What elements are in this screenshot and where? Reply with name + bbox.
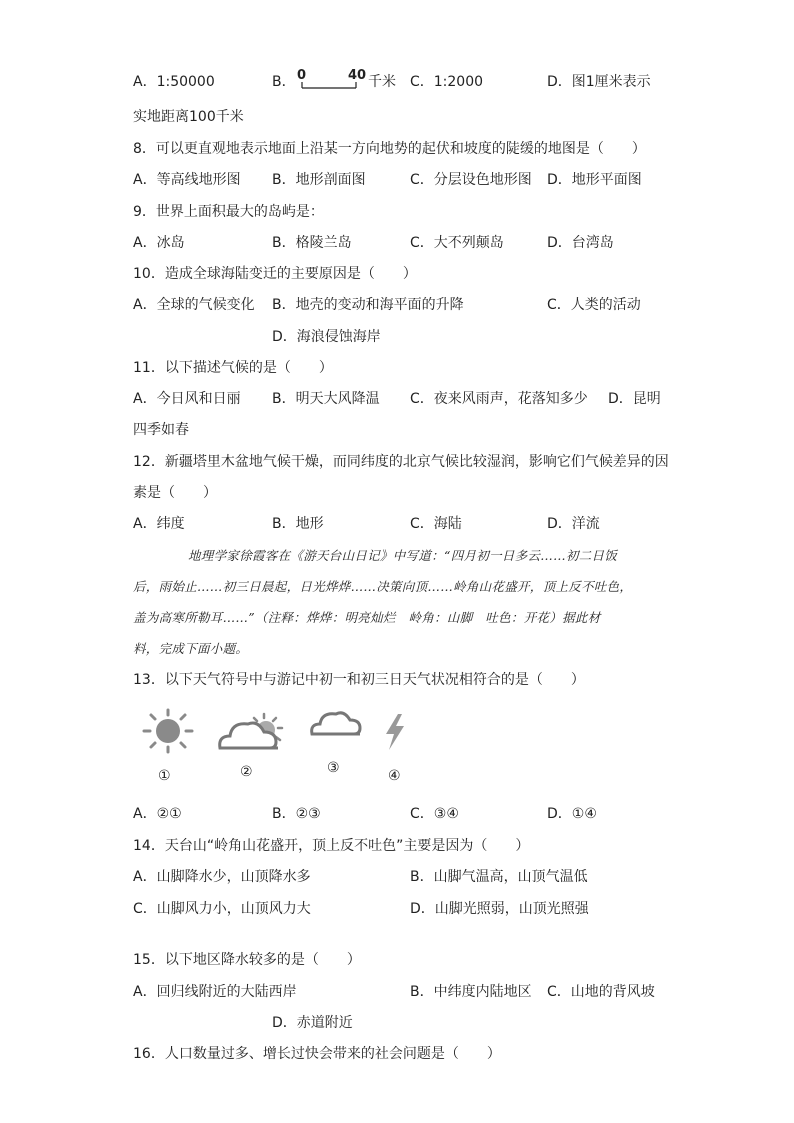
q13-option-b: B．②③ bbox=[272, 806, 321, 822]
symbol-label-3: ③ bbox=[327, 760, 340, 776]
symbol-label-2: ② bbox=[240, 764, 253, 780]
cloud-icon bbox=[308, 706, 364, 740]
cloud-sun-icon bbox=[214, 710, 296, 754]
q12-option-a: A．纬度 bbox=[133, 516, 185, 532]
q15-option-d: D．赤道附近 bbox=[272, 1015, 353, 1031]
q10-stem: 10．造成全球海陆变迁的主要原因是（ ） bbox=[133, 266, 417, 282]
q13-option-a: A．②① bbox=[133, 806, 182, 822]
q10-option-b: B．地壳的变动和海平面的升降 bbox=[272, 297, 464, 313]
q9-option-b: B．格陵兰岛 bbox=[272, 235, 352, 251]
lightning-icon bbox=[380, 712, 410, 752]
q8-option-b: B．地形剖面图 bbox=[272, 172, 366, 188]
q9-option-c: C．大不列颠岛 bbox=[410, 235, 504, 251]
q8-option-a: A．等高线地形图 bbox=[133, 172, 241, 188]
scale-bar-unit: 千米 bbox=[368, 74, 396, 90]
symbol-label-4: ④ bbox=[388, 768, 401, 784]
q13-option-c: C．③④ bbox=[410, 806, 459, 822]
q14-option-b: B．山脚气温高，山顶气温低 bbox=[410, 869, 588, 885]
q11-option-b: B．明天大风降温 bbox=[272, 391, 380, 407]
q14-option-a: A．山脚降水少，山顶降水多 bbox=[133, 869, 311, 885]
q12-stem-line1: 12．新疆塔里木盆地气候干燥，而同纬度的北京气候比较湿润，影响它们气候差异的因 bbox=[133, 454, 669, 470]
sun-icon bbox=[140, 708, 196, 754]
q11-option-d: D．昆明 bbox=[608, 391, 661, 407]
q10-option-c: C．人类的活动 bbox=[547, 297, 641, 313]
passage-line2: 后，雨始止……初三日晨起，日光烨烨……决策向顶……岭角山花盛开，顶上反不吐色， bbox=[133, 579, 633, 594]
q16-stem: 16．人口数量过多、增长过快会带来的社会问题是（ ） bbox=[133, 1046, 501, 1062]
q9-option-d: D．台湾岛 bbox=[547, 235, 614, 251]
q7-option-d: D．图1厘米表示 bbox=[547, 74, 651, 90]
q15-stem: 15．以下地区降水较多的是（ ） bbox=[133, 952, 361, 968]
q11-option-a: A．今日风和日丽 bbox=[133, 391, 241, 407]
q12-option-d: D．洋流 bbox=[547, 516, 600, 532]
q12-option-b: B．地形 bbox=[272, 516, 324, 532]
q15-option-c: C．山地的背风坡 bbox=[547, 984, 655, 1000]
q10-option-a: A．全球的气候变化 bbox=[133, 297, 255, 313]
q7-option-c: C．1:2000 bbox=[410, 74, 484, 90]
passage-line4: 料，完成下面小题。 bbox=[133, 641, 249, 656]
q7-option-a: A．1:50000 bbox=[133, 74, 215, 90]
passage-line1: 地理学家徐霞客在《游天台山日记》中写道：“四月初一日多云……初二日饭 bbox=[188, 548, 618, 563]
q9-stem: 9．世界上面积最大的岛屿是： bbox=[133, 204, 324, 220]
q14-stem: 14．天台山“岭角山花盛开，顶上反不吐色”主要是因为（ ） bbox=[133, 838, 530, 854]
q7-option-b-label: B． bbox=[272, 74, 296, 90]
q8-stem: 8．可以更直观地表示地面上沿某一方向地势的起伏和坡度的陡缓的地图是（ ） bbox=[133, 141, 646, 157]
q15-option-b: B．中纬度内陆地区 bbox=[410, 984, 532, 1000]
q12-stem-line2: 素是（ ） bbox=[133, 485, 217, 501]
q11-stem: 11．以下描述气候的是（ ） bbox=[133, 360, 333, 376]
q8-option-d: D．地形平面图 bbox=[547, 172, 642, 188]
q10-option-d: D．海浪侵蚀海岸 bbox=[272, 329, 381, 345]
q8-option-c: C．分层设色地形图 bbox=[410, 172, 532, 188]
q15-option-a: A．回归线附近的大陆西岸 bbox=[133, 984, 297, 1000]
q7-option-d-cont: 实地距离100千米 bbox=[133, 109, 244, 125]
q12-option-c: C．海陆 bbox=[410, 516, 462, 532]
q9-option-a: A．冰岛 bbox=[133, 235, 185, 251]
scale-bar-start: 0 bbox=[297, 68, 307, 83]
q11-option-c: C．夜来风雨声，花落知多少 bbox=[410, 391, 588, 407]
q14-option-c: C．山脚风力小，山顶风力大 bbox=[133, 901, 311, 917]
q13-option-d: D．①④ bbox=[547, 806, 597, 822]
symbol-label-1: ① bbox=[158, 768, 171, 784]
q14-option-d: D．山脚光照弱，山顶光照强 bbox=[410, 901, 589, 917]
passage-line3: 盖为高寒所勒耳……”（注释：烨烨：明亮灿烂 岭角：山脚 吐色：开花）据此材 bbox=[133, 610, 601, 625]
q11-option-d-cont: 四季如春 bbox=[133, 422, 189, 438]
scale-bar-end: 40 bbox=[348, 68, 367, 83]
q13-stem: 13．以下天气符号中与游记中初一和初三日天气状况相符合的是（ ） bbox=[133, 672, 585, 688]
